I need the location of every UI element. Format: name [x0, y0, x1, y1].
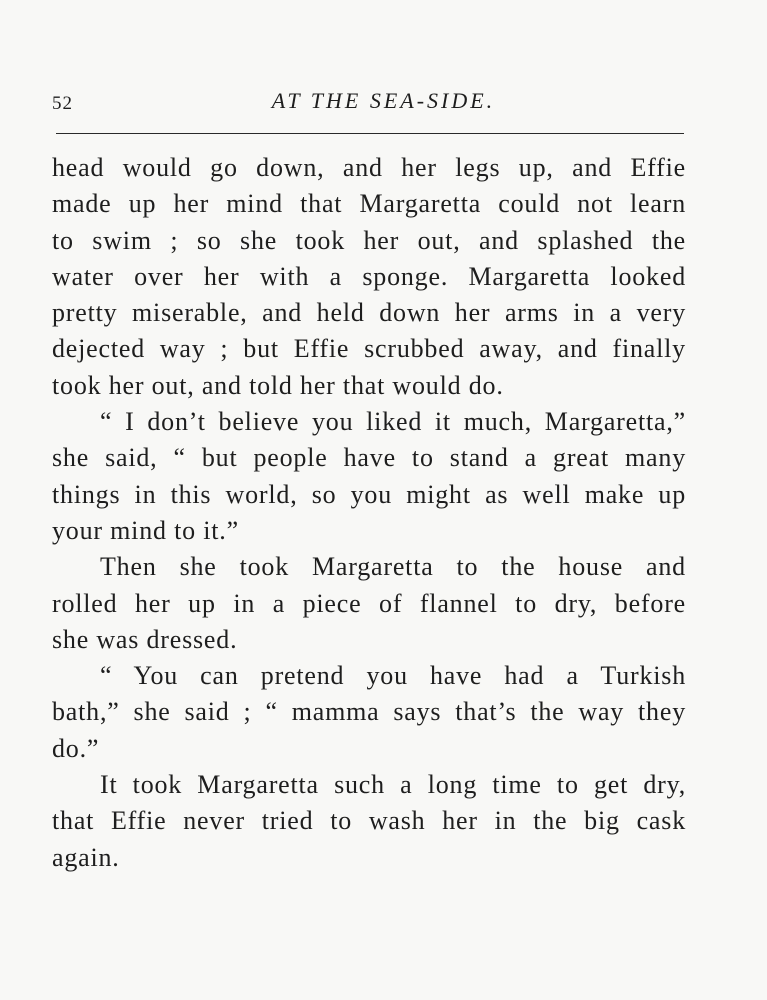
text-line: “ You can pretend you have had a Turkish [100, 661, 686, 691]
text-line: Then she took Margaretta to the house and [100, 552, 686, 582]
text-line: bath,” she said ; “ mamma says that’s the way they [52, 697, 686, 727]
page-number: 52 [52, 93, 73, 114]
text-line: “ I don’t believe you liked it much, Margaretta,” [100, 407, 686, 437]
text-line: pretty miserable, and held down her arms in a very [52, 298, 686, 328]
text-line: she was dressed. [52, 624, 238, 654]
header-rule [56, 133, 684, 134]
text-line: that Effie never tried to wash her in the big cask [52, 806, 686, 836]
running-title: AT THE SEA-SIDE. [271, 88, 496, 113]
text-line: do.” [52, 733, 100, 763]
text-line: head would go down, and her legs up, and Effie [52, 153, 686, 182]
text-line: again. [52, 842, 120, 872]
text-line: things in this world, so you might as well make up [52, 479, 686, 509]
text-line: took her out, and told her that would do. [52, 370, 504, 400]
text-line: she said, “ but people have to stand a great many [52, 443, 686, 473]
text-line: made up her mind that Margaretta could not learn [52, 189, 686, 219]
text-line: to swim ; so she took her out, and splashed the [52, 225, 686, 255]
text-line: your mind to it.” [52, 515, 239, 545]
text-line: rolled her up in a piece of flannel to dry, before [52, 588, 686, 618]
text-line: It took Margaretta such a long time to get dry, [100, 770, 686, 800]
text-line: dejected way ; but Effie scrubbed away, and finally [52, 334, 686, 364]
text-line: water over her with a sponge. Margaretta looked [52, 261, 686, 291]
body-text [52, 150, 686, 876]
